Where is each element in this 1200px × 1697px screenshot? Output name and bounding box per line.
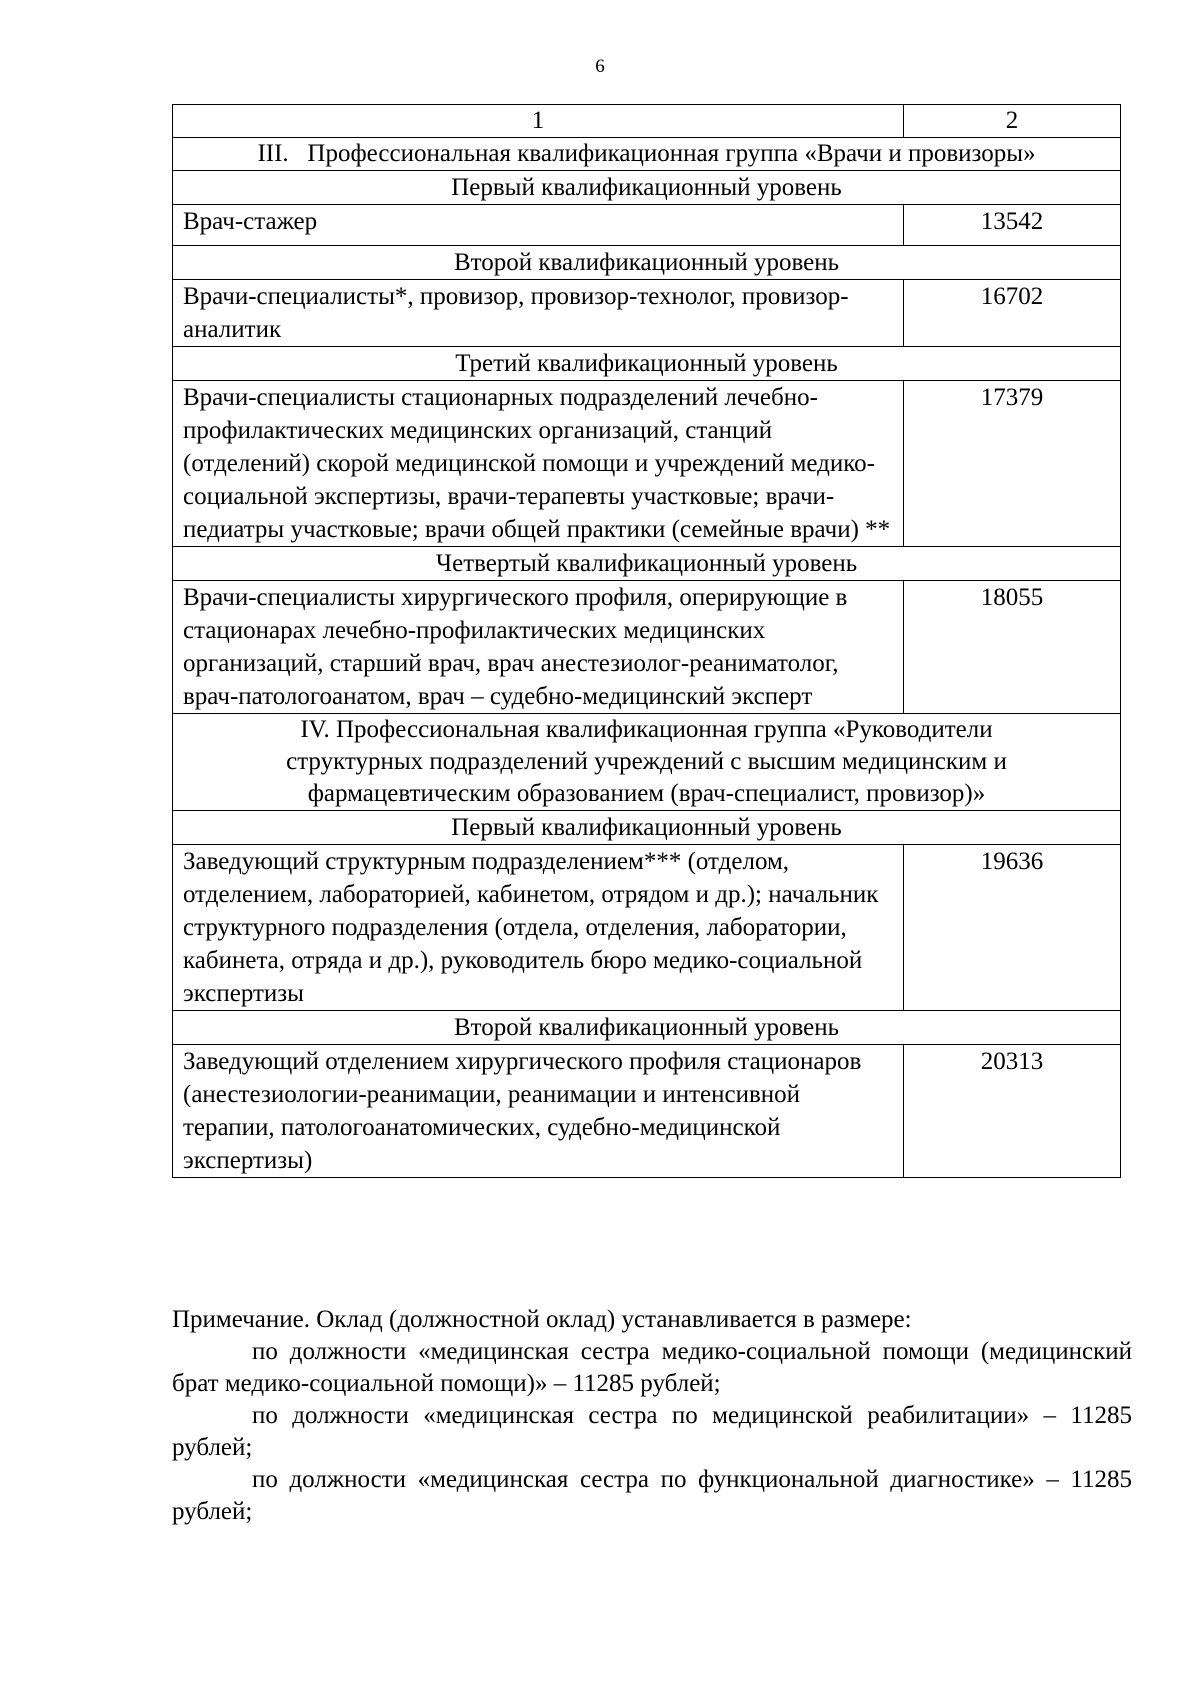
salary-value: 13542 bbox=[904, 205, 1121, 246]
salary-value: 20313 bbox=[904, 1045, 1121, 1178]
table-row bbox=[173, 381, 1121, 547]
qualification-level-title: Второй квалификационный уровень bbox=[173, 246, 1121, 280]
position-title: Врачи-специалисты*, провизор, провизор-технолог, провизор-аналитик bbox=[173, 280, 904, 347]
qualification-group-title: IV. Профессиональная квалификационная группа «Руководители структурных подразделений учреждений с высшим медицинским и фармацевтическим образованием (врач-специалист, провизор)» bbox=[173, 714, 1121, 811]
table-row bbox=[173, 581, 1121, 714]
qualification-group-row bbox=[173, 714, 1121, 811]
position-title: Врачи-специалисты стационарных подразделений лечебно-профилактических медицинских организаций, станций (отделений) скорой медицинской помощи и учреждений медико-социальной экспертизы, врачи-терапевты участковые; врачи-педиатры участковые; врачи общей практики (семейные врачи) ** bbox=[173, 381, 904, 547]
table-row bbox=[173, 845, 1121, 1011]
table-row bbox=[173, 1045, 1121, 1178]
qualification-group-row bbox=[173, 138, 1121, 171]
qualification-level-row bbox=[173, 347, 1121, 381]
qualification-level-title: Первый квалификационный уровень bbox=[173, 171, 1121, 205]
page-number: 6 bbox=[595, 56, 605, 77]
note-item: по должности «медицинская сестра по функциональной диагностике» – 11285 рублей; bbox=[172, 1466, 1132, 1525]
salary-value: 19636 bbox=[904, 845, 1121, 1011]
qualification-level-title: Второй квалификационный уровень bbox=[173, 1011, 1121, 1045]
position-title: Врач-стажер bbox=[173, 205, 904, 246]
position-title: Заведующий отделением хирургического профиля стационаров (анестезиологии-реанимации, реанимации и интенсивной терапии, патологоанатомических, судебно-медицинской экспертизы) bbox=[173, 1045, 904, 1178]
qualification-level-title: Третий квалификационный уровень bbox=[173, 347, 1121, 381]
note-item: по должности «медицинская сестра по медицинской реабилитации» – 11285 рублей; bbox=[172, 1402, 1132, 1461]
qualification-level-title: Четвертый квалификационный уровень bbox=[173, 547, 1121, 581]
qualification-level-title: Первый квалификационный уровень bbox=[173, 811, 1121, 845]
salary-value: 16702 bbox=[904, 280, 1121, 347]
salary-value: 17379 bbox=[904, 381, 1121, 547]
qualification-level-row bbox=[173, 811, 1121, 845]
table-row bbox=[173, 205, 1121, 246]
notes-intro: Примечание. Оклад (должностной оклад) устанавливается в размере: bbox=[172, 1306, 912, 1333]
qualification-level-row bbox=[173, 547, 1121, 581]
note-item: по должности «медицинская сестра медико-социальной помощи (медицинский брат медико-социальной помощи)» – 11285 рублей; bbox=[172, 1338, 1132, 1397]
table-row bbox=[173, 280, 1121, 347]
qualification-level-row bbox=[173, 246, 1121, 280]
position-title: Врачи-специалисты хирургического профиля, оперирующие в стационарах лечебно-профилактических медицинских организаций, старший врач, врач анестезиолог-реаниматолог, врач-патологоанатом, врач – судебно-медицинский эксперт bbox=[173, 581, 904, 714]
table-header-row bbox=[173, 105, 1121, 138]
qualification-group-title: III. Профессиональная квалификационная группа «Врачи и провизоры» bbox=[173, 138, 1121, 171]
qualification-level-row bbox=[173, 1011, 1121, 1045]
column-header-2: 2 bbox=[904, 105, 1121, 138]
position-title: Заведующий структурным подразделением*** (отделом, отделением, лабораторией, кабинетом, отрядом и др.); начальник структурного подразделения (отдела, отделения, лаборатории, кабинета, отряда и др.), руководитель бюро медико-социальной экспертизы bbox=[173, 845, 904, 1011]
salary-table bbox=[172, 104, 1121, 1178]
column-header-1: 1 bbox=[173, 105, 904, 138]
qualification-level-row bbox=[173, 171, 1121, 205]
salary-value: 18055 bbox=[904, 581, 1121, 714]
notes-section bbox=[172, 1304, 1132, 1528]
